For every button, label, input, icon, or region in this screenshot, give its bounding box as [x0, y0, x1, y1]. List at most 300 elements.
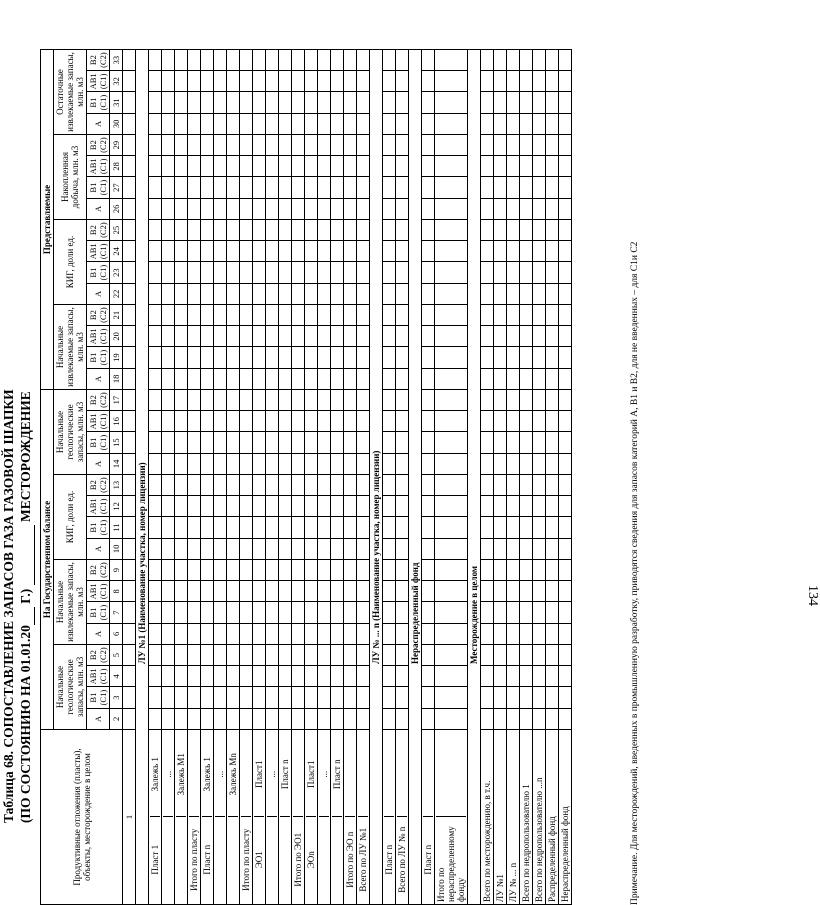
empty-cell — [214, 410, 227, 431]
row-label — [292, 729, 305, 904]
header-group-initial_recov: Начальные извлекаемые запасы, млн. м3 — [54, 304, 87, 389]
empty-cell — [175, 49, 188, 70]
empty-cell — [123, 665, 136, 686]
header-group-kig: КИГ, доли ед. — [54, 219, 87, 304]
empty-cell — [149, 155, 162, 176]
empty-cell — [227, 92, 240, 113]
empty-cell — [422, 389, 435, 410]
empty-cell — [357, 70, 370, 91]
header-category — [87, 708, 110, 729]
empty-cell — [546, 134, 559, 155]
empty-cell — [422, 240, 435, 261]
empty-cell — [533, 368, 546, 389]
empty-cell — [357, 347, 370, 368]
empty-cell — [396, 325, 409, 346]
empty-cell — [533, 708, 546, 729]
empty-cell — [422, 623, 435, 644]
empty-cell — [201, 559, 214, 580]
row-label — [357, 729, 370, 904]
empty-cell — [331, 219, 344, 240]
empty-cell — [507, 325, 520, 346]
empty-cell — [318, 432, 331, 453]
empty-cell — [533, 70, 546, 91]
empty-cell — [201, 538, 214, 559]
cat-bottom: (С2) — [98, 137, 108, 153]
empty-cell — [240, 304, 253, 325]
empty-cell — [435, 49, 468, 70]
row-label-a — [280, 818, 290, 903]
empty-cell — [481, 644, 494, 665]
row-label — [344, 729, 357, 904]
empty-cell — [559, 432, 572, 453]
empty-cell — [214, 113, 227, 134]
cat-bottom: (С2) — [98, 222, 108, 238]
cat-bottom: (С1) — [98, 94, 108, 111]
empty-cell — [422, 474, 435, 495]
empty-cell — [175, 70, 188, 91]
empty-cell — [481, 453, 494, 474]
empty-cell — [227, 538, 240, 559]
empty-cell — [292, 580, 305, 601]
cat-bottom: (С1) — [98, 689, 108, 706]
empty-cell — [305, 155, 318, 176]
empty-cell — [383, 92, 396, 113]
empty-cell — [227, 347, 240, 368]
empty-cell — [520, 177, 533, 198]
row-label — [383, 729, 396, 904]
empty-cell — [559, 517, 572, 538]
empty-cell — [344, 262, 357, 283]
empty-cell — [214, 559, 227, 580]
empty-cell — [357, 517, 370, 538]
empty-cell — [344, 283, 357, 304]
empty-cell — [201, 453, 214, 474]
empty-cell — [149, 219, 162, 240]
empty-cell — [279, 347, 292, 368]
empty-cell — [279, 623, 292, 644]
empty-cell — [279, 325, 292, 346]
empty-cell — [507, 134, 520, 155]
empty-cell — [396, 347, 409, 368]
empty-cell — [123, 410, 136, 431]
empty-cell — [396, 262, 409, 283]
empty-cell — [123, 559, 136, 580]
empty-cell — [292, 134, 305, 155]
empty-cell — [435, 644, 468, 665]
cat-bottom: (С1) — [98, 434, 108, 451]
empty-cell — [240, 665, 253, 686]
empty-cell — [279, 687, 292, 708]
empty-cell — [266, 368, 279, 389]
header-group-remaining: Остаточные извлекаемые запасы, млн. м3 — [54, 49, 87, 134]
empty-cell — [318, 155, 331, 176]
empty-cell — [279, 240, 292, 261]
empty-cell — [520, 602, 533, 623]
row-label-b: ... — [215, 732, 225, 818]
cat-top: В1 — [88, 97, 98, 108]
header-category — [87, 219, 110, 240]
colnum: 31 — [110, 92, 123, 113]
empty-cell — [123, 708, 136, 729]
empty-cell — [481, 134, 494, 155]
empty-cell — [214, 155, 227, 176]
empty-cell — [305, 92, 318, 113]
empty-cell — [149, 177, 162, 198]
colnum: 3 — [110, 687, 123, 708]
empty-cell — [533, 665, 546, 686]
cat-top: В2 — [88, 480, 98, 491]
empty-cell — [520, 283, 533, 304]
empty-cell — [201, 687, 214, 708]
row-label-total: Всего по месторождению, в т.ч. — [482, 780, 492, 902]
empty-cell — [149, 410, 162, 431]
empty-cell — [481, 687, 494, 708]
row-label-b — [189, 732, 199, 818]
empty-cell — [331, 262, 344, 283]
row-label — [188, 729, 201, 904]
header-group-initial_recov: Начальные извлекаемые запасы, млн. м3 — [54, 559, 87, 644]
empty-cell — [266, 453, 279, 474]
empty-cell — [331, 113, 344, 134]
row-label-b: Пласт1 — [254, 732, 264, 818]
empty-cell — [546, 389, 559, 410]
cat-a: А — [93, 290, 103, 297]
empty-cell — [422, 410, 435, 431]
empty-cell — [344, 453, 357, 474]
row-label — [305, 729, 318, 904]
row-label — [520, 729, 533, 904]
header-category — [87, 155, 110, 176]
empty-cell — [331, 495, 344, 516]
empty-cell — [357, 389, 370, 410]
empty-cell — [559, 708, 572, 729]
empty-cell — [240, 559, 253, 580]
empty-cell — [494, 432, 507, 453]
row-label-a: Итого по пласту — [189, 828, 199, 891]
empty-cell — [546, 240, 559, 261]
cat-bottom: (С1) — [98, 328, 108, 345]
header-group-accum: Накопленная добыча, млн. м3 — [54, 134, 87, 219]
cat-top: АВ1 — [88, 73, 98, 90]
empty-cell — [331, 474, 344, 495]
row-label-a: Итого по ЭО n — [345, 831, 355, 888]
empty-cell — [292, 517, 305, 538]
cat-top: В1 — [88, 182, 98, 193]
empty-cell — [481, 368, 494, 389]
empty-cell — [383, 623, 396, 644]
empty-cell — [546, 644, 559, 665]
empty-cell — [240, 517, 253, 538]
empty-cell — [253, 70, 266, 91]
empty-cell — [520, 240, 533, 261]
empty-cell — [188, 432, 201, 453]
empty-cell — [357, 177, 370, 198]
empty-cell — [422, 262, 435, 283]
empty-cell — [559, 559, 572, 580]
empty-cell — [214, 495, 227, 516]
empty-cell — [435, 602, 468, 623]
empty-cell — [520, 262, 533, 283]
empty-cell — [227, 49, 240, 70]
empty-cell — [481, 602, 494, 623]
empty-cell — [162, 92, 175, 113]
empty-cell — [188, 538, 201, 559]
empty-cell — [546, 198, 559, 219]
empty-cell — [162, 517, 175, 538]
empty-cell — [546, 559, 559, 580]
empty-cell — [188, 708, 201, 729]
empty-cell — [435, 304, 468, 325]
row-label — [201, 729, 214, 904]
empty-cell — [149, 665, 162, 686]
empty-cell — [201, 304, 214, 325]
empty-cell — [253, 219, 266, 240]
colnum: 6 — [110, 623, 123, 644]
empty-cell — [162, 240, 175, 261]
empty-cell — [240, 495, 253, 516]
empty-cell — [318, 559, 331, 580]
empty-cell — [305, 198, 318, 219]
empty-cell — [422, 432, 435, 453]
empty-cell — [292, 219, 305, 240]
empty-cell — [240, 134, 253, 155]
empty-cell — [507, 240, 520, 261]
empty-cell — [214, 665, 227, 686]
header-category — [87, 559, 110, 580]
colnum: 32 — [110, 70, 123, 91]
empty-cell — [533, 92, 546, 113]
empty-cell — [214, 687, 227, 708]
empty-cell — [546, 347, 559, 368]
empty-cell — [396, 432, 409, 453]
empty-cell — [318, 665, 331, 686]
empty-cell — [162, 134, 175, 155]
colnum: 22 — [110, 283, 123, 304]
empty-cell — [559, 304, 572, 325]
empty-cell — [481, 70, 494, 91]
header-category — [87, 325, 110, 346]
empty-cell — [331, 559, 344, 580]
empty-cell — [396, 304, 409, 325]
empty-cell — [357, 708, 370, 729]
empty-cell — [240, 325, 253, 346]
empty-cell — [344, 177, 357, 198]
colnum: 8 — [110, 580, 123, 601]
empty-cell — [227, 495, 240, 516]
empty-cell — [175, 240, 188, 261]
title-line-2 — [17, 103, 35, 823]
header-category — [87, 432, 110, 453]
empty-cell — [175, 559, 188, 580]
empty-cell — [344, 347, 357, 368]
empty-cell — [422, 304, 435, 325]
empty-cell — [422, 602, 435, 623]
empty-cell — [266, 580, 279, 601]
empty-cell — [344, 219, 357, 240]
empty-cell — [396, 453, 409, 474]
empty-cell — [422, 368, 435, 389]
empty-cell — [279, 559, 292, 580]
empty-cell — [253, 92, 266, 113]
empty-cell — [149, 113, 162, 134]
empty-cell — [396, 240, 409, 261]
empty-cell — [305, 219, 318, 240]
empty-cell — [435, 368, 468, 389]
cat-top: В2 — [88, 310, 98, 321]
empty-cell — [331, 155, 344, 176]
empty-cell — [357, 623, 370, 644]
cat-bottom: (С1) — [98, 243, 108, 260]
empty-cell — [357, 155, 370, 176]
empty-cell — [201, 283, 214, 304]
empty-cell — [422, 347, 435, 368]
empty-cell — [227, 644, 240, 665]
empty-cell — [292, 687, 305, 708]
empty-cell — [188, 495, 201, 516]
empty-cell — [162, 113, 175, 134]
row-label-b: ... — [163, 732, 173, 818]
empty-cell — [201, 49, 214, 70]
empty-cell — [318, 49, 331, 70]
empty-cell — [214, 368, 227, 389]
empty-cell — [123, 113, 136, 134]
empty-cell — [435, 687, 468, 708]
empty-cell — [123, 495, 136, 516]
empty-cell — [383, 262, 396, 283]
empty-cell — [494, 389, 507, 410]
empty-cell — [175, 283, 188, 304]
empty-cell — [357, 410, 370, 431]
empty-cell — [149, 559, 162, 580]
empty-cell — [435, 240, 468, 261]
row-label-b — [423, 732, 433, 818]
empty-cell — [533, 262, 546, 283]
empty-cell — [494, 580, 507, 601]
cat-top: АВ1 — [88, 243, 98, 260]
empty-cell — [292, 177, 305, 198]
empty-cell — [357, 474, 370, 495]
empty-cell — [240, 474, 253, 495]
row-label-a: ЭОn — [306, 851, 316, 869]
empty-cell — [481, 623, 494, 644]
empty-cell — [201, 177, 214, 198]
cat-a: А — [93, 120, 103, 127]
empty-cell — [266, 432, 279, 453]
row-label — [175, 729, 188, 904]
row-label-a — [267, 818, 277, 903]
empty-cell — [201, 240, 214, 261]
cat-bottom: (С2) — [98, 52, 108, 68]
empty-cell — [507, 517, 520, 538]
empty-cell — [318, 623, 331, 644]
empty-cell — [422, 644, 435, 665]
cat-bottom: (С1) — [98, 264, 108, 281]
empty-cell — [396, 219, 409, 240]
empty-cell — [318, 325, 331, 346]
row-label — [435, 729, 468, 904]
empty-cell — [201, 92, 214, 113]
section-heading: ЛУ № ... n (Наименование участка, номер лицензии) — [370, 49, 383, 904]
empty-cell — [305, 644, 318, 665]
empty-cell — [188, 517, 201, 538]
empty-cell — [481, 262, 494, 283]
empty-cell — [175, 623, 188, 644]
empty-cell — [292, 453, 305, 474]
empty-cell — [214, 177, 227, 198]
header-category — [87, 347, 110, 368]
empty-cell — [175, 432, 188, 453]
row-label-b — [358, 732, 368, 818]
empty-cell — [253, 623, 266, 644]
empty-cell — [175, 665, 188, 686]
empty-cell — [481, 177, 494, 198]
empty-cell — [266, 262, 279, 283]
empty-cell — [279, 49, 292, 70]
empty-cell — [559, 665, 572, 686]
empty-cell — [494, 134, 507, 155]
empty-cell — [318, 368, 331, 389]
empty-cell — [162, 708, 175, 729]
row-label — [546, 729, 559, 904]
empty-cell — [383, 708, 396, 729]
empty-cell — [331, 687, 344, 708]
row-label — [507, 729, 520, 904]
header-category — [87, 453, 110, 474]
empty-cell — [175, 580, 188, 601]
empty-cell — [422, 177, 435, 198]
empty-cell — [214, 283, 227, 304]
empty-cell — [481, 665, 494, 686]
colnum: 30 — [110, 113, 123, 134]
empty-cell — [201, 410, 214, 431]
empty-cell — [318, 70, 331, 91]
empty-cell — [292, 240, 305, 261]
empty-cell — [279, 644, 292, 665]
cat-bottom: (С1) — [98, 668, 108, 685]
empty-cell — [162, 410, 175, 431]
empty-cell — [344, 304, 357, 325]
empty-cell — [227, 474, 240, 495]
header-category — [87, 474, 110, 495]
empty-cell — [318, 304, 331, 325]
empty-cell — [422, 219, 435, 240]
empty-cell — [188, 602, 201, 623]
cat-a: А — [93, 460, 103, 467]
empty-cell — [279, 155, 292, 176]
empty-cell — [344, 113, 357, 134]
empty-cell — [533, 623, 546, 644]
empty-cell — [240, 708, 253, 729]
footnote: Примечание. Для месторождений, введенных в промышленную разработку, приводятся сведения для запасов категорий А, В1 и В2, для не введенных – для С1и С2 — [630, 241, 640, 905]
row-label — [266, 729, 279, 904]
empty-cell — [201, 474, 214, 495]
empty-cell — [240, 410, 253, 431]
row-label-b: Залежь 1 — [150, 732, 160, 818]
header-category — [87, 283, 110, 304]
empty-cell — [435, 432, 468, 453]
empty-cell — [292, 325, 305, 346]
empty-cell — [546, 623, 559, 644]
empty-cell — [357, 644, 370, 665]
empty-cell — [305, 304, 318, 325]
empty-cell — [331, 49, 344, 70]
colnum: 26 — [110, 198, 123, 219]
row-label-a: Пласт 1 — [150, 844, 160, 875]
header-category — [87, 134, 110, 155]
empty-cell — [305, 177, 318, 198]
empty-cell — [533, 559, 546, 580]
empty-cell — [559, 198, 572, 219]
